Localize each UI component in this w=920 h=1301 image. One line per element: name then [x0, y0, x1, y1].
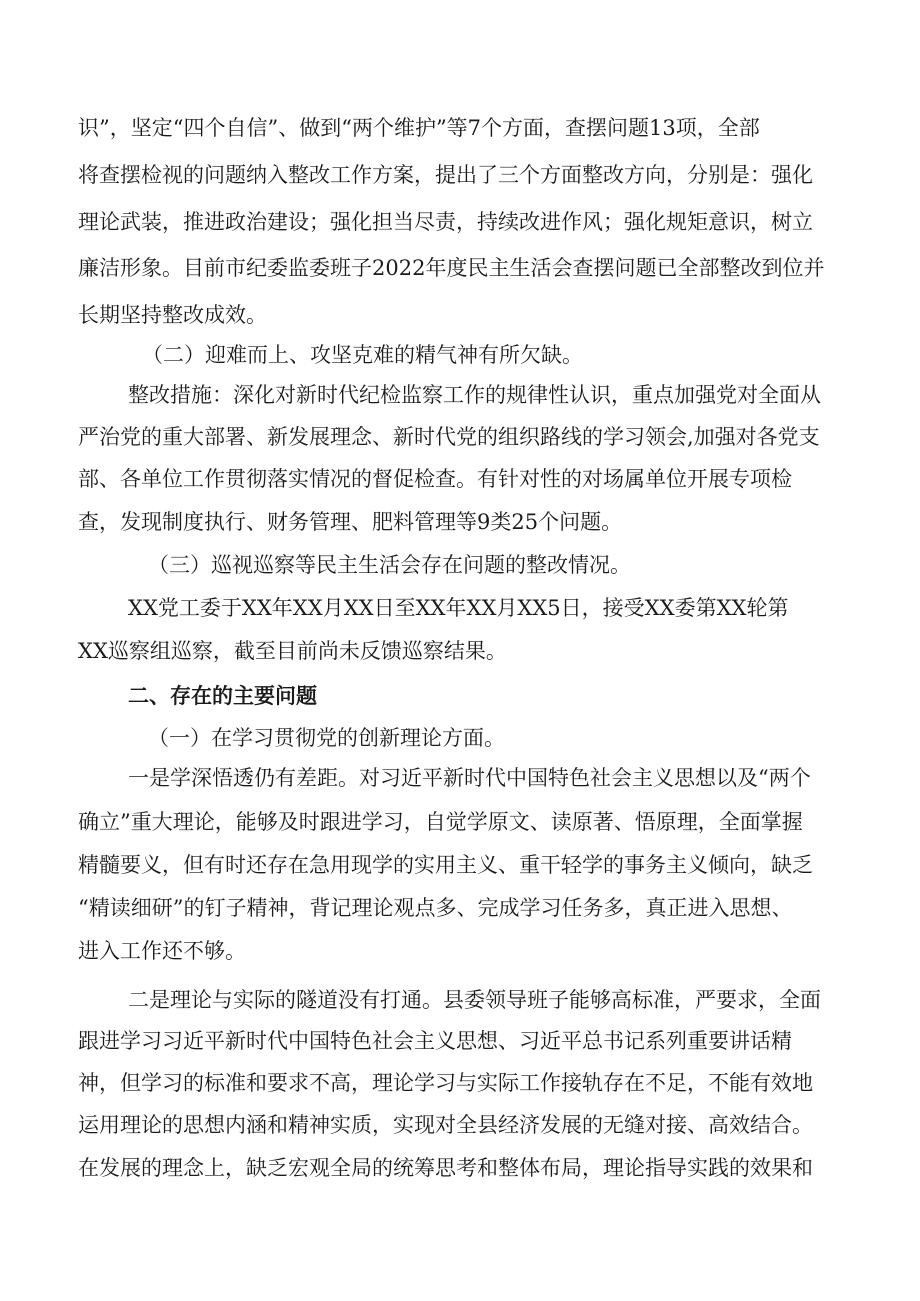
paragraph-line: 跟进学习习近平新时代中国特色社会主义思想、习近平总书记系列重要讲话精	[78, 1029, 792, 1053]
paragraph-line: 二是理论与实际的隧道没有打通。县委领导班子能够高标准，严要求，全面	[128, 988, 821, 1012]
section-subheading: （一）在学习贯彻党的创新理论方面。	[148, 726, 505, 750]
paragraph-line: 确立”重大理论，能够及时跟进学习，自觉学原文、读原著、悟原理，全面掌握	[78, 810, 803, 834]
paragraph-line: 识”，坚定“四个自信”、做到“两个维护”等7个方面，查摆问题13项，全部	[78, 116, 760, 140]
paragraph-line: 理论武装，推进政治建设；强化担当尽责，持续改进作风；强化规矩意识，树立	[78, 210, 813, 234]
section-subheading: （二）迎难而上、攻坚克难的精气神有所欠缺。	[142, 343, 583, 367]
section-subheading: （三）巡视巡察等民主生活会存在问题的整改情况。	[148, 553, 631, 577]
paragraph-line: 长期坚持整改成效。	[78, 303, 267, 327]
paragraph-line: 一是学深悟透仍有差距。对习近平新时代中国特色社会主义思想以及“两个	[128, 766, 811, 790]
paragraph-line: 将查摆检视的问题纳入整改工作方案，提出了三个方面整改方向，分别是：强化	[78, 163, 813, 187]
paragraph-line: 部、各单位工作贯彻落实情况的督促检查。有针对性的对场属单位开展专项检	[78, 467, 792, 491]
paragraph-line: 神，但学习的标准和要求不高，理论学习与实际工作接轨存在不足，不能有效地	[78, 1071, 813, 1095]
paragraph-line: 进入工作还不够。	[78, 939, 246, 963]
paragraph-line: “精读细研”的钉子精神，背记理论观点多、完成学习任务多，真正进入思想、	[78, 896, 793, 920]
paragraph-line: 廉洁形象。目前市纪委监委班子2022年度民主生活会查摆问题已全部整改到位并	[78, 256, 825, 280]
paragraph-line: 严治党的重大部署、新发展理念、新时代党的组织路线的学习领会,加强对各党支	[78, 425, 820, 449]
paragraph-line: XX巡察组巡察，截至目前尚未反馈巡察结果。	[78, 639, 507, 663]
paragraph-line: 运用理论的思想内涵和精神实质，实现对全县经济发展的无缝对接、高效结合。	[78, 1113, 813, 1137]
section-heading: 二、存在的主要问题	[128, 684, 317, 708]
paragraph-line: XX党工委于XX年XX月XX日至XX年XX月XX5日，接受XX委第XX轮第	[128, 596, 789, 620]
paragraph-line: 在发展的理念上，缺乏宏观全局的统筹思考和整体布局，理论指导实践的效果和	[78, 1156, 813, 1180]
paragraph-line: 整改措施：深化对新时代纪检监察工作的规律性认识，重点加强党对全面从	[128, 383, 821, 407]
paragraph-line: 精髓要义，但有时还存在急用现学的实用主义、重干轻学的事务主义倾向，缺乏	[78, 853, 813, 877]
paragraph-line: 查，发现制度执行、财务管理、肥料管理等9类25个问题。	[78, 510, 623, 534]
